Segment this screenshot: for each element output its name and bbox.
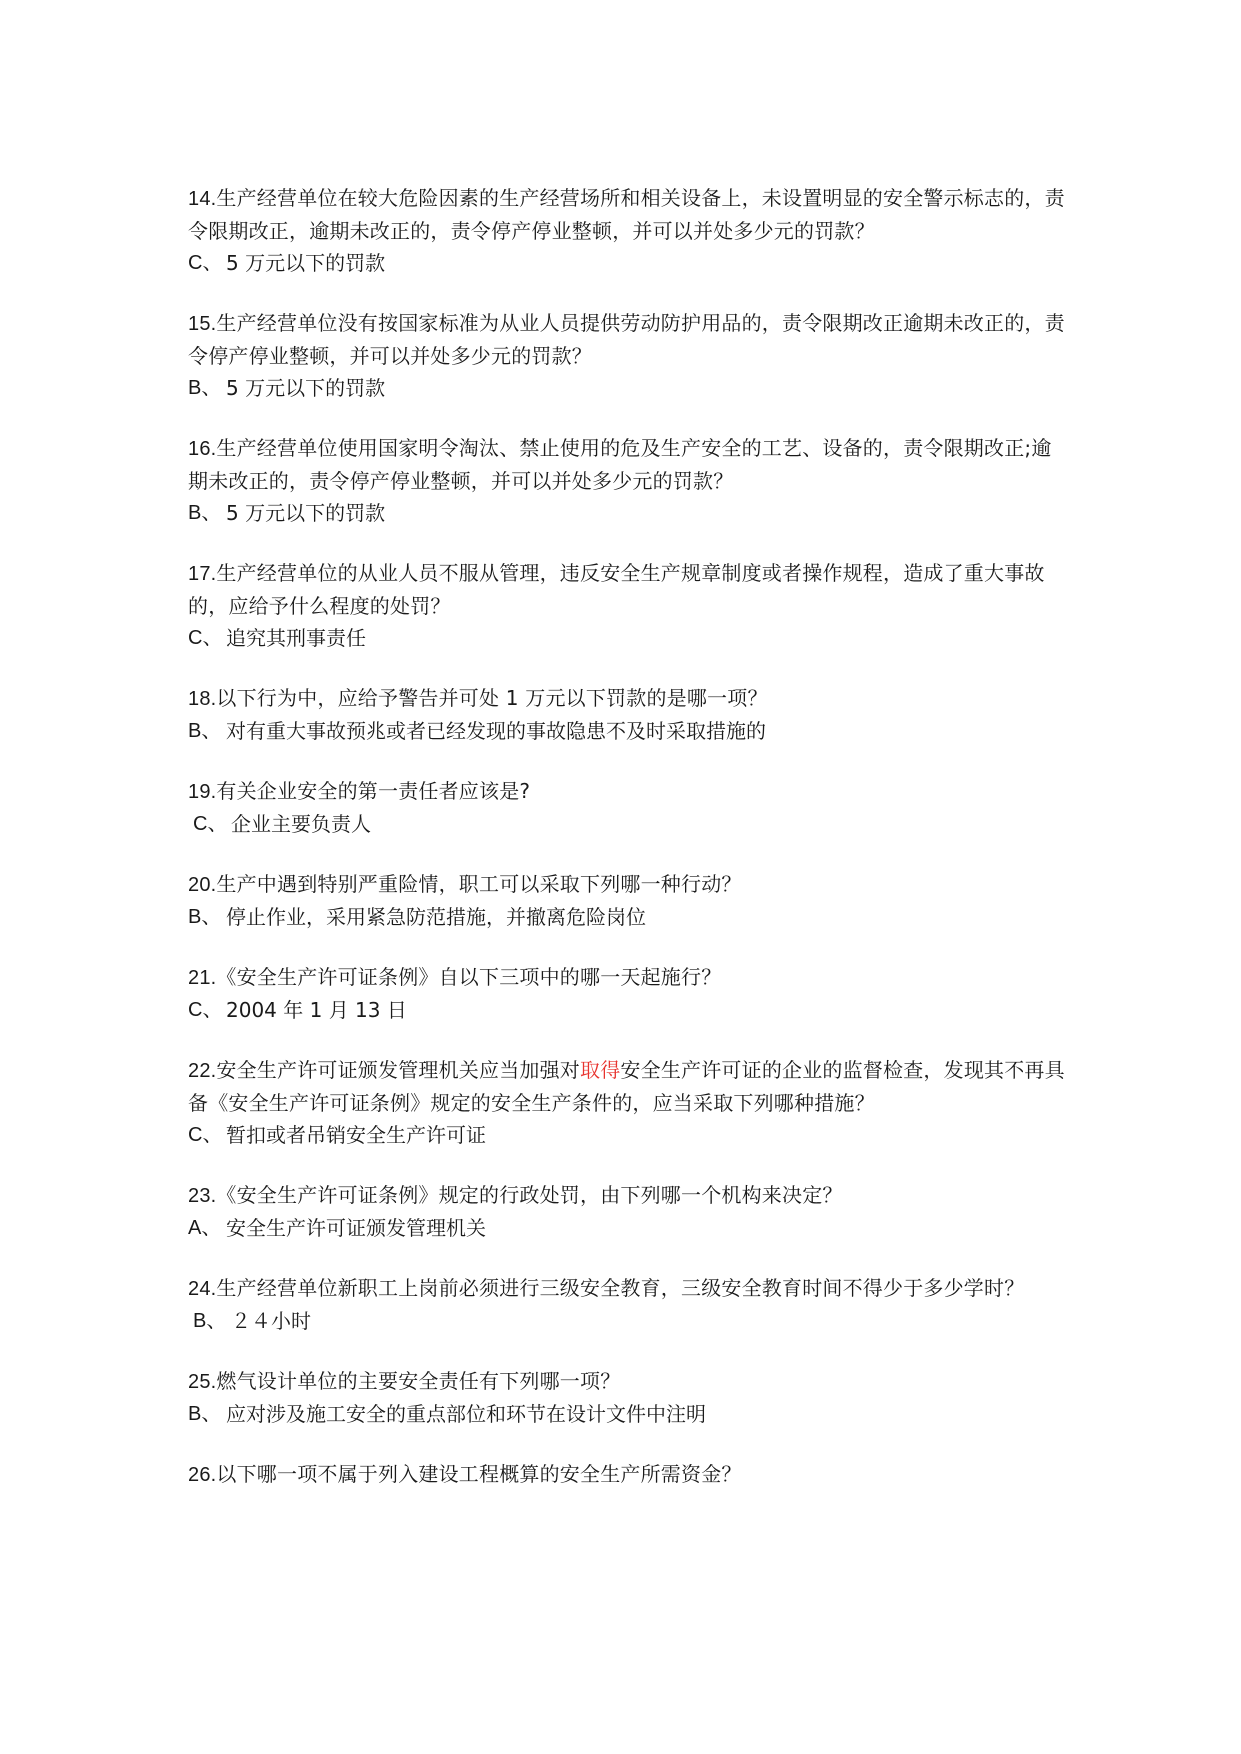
answer (188, 901, 1068, 933)
question-text (188, 432, 1068, 497)
answer-option: B、 (188, 720, 222, 742)
question-text (188, 1365, 1068, 1398)
question-number: 25. (188, 1371, 217, 1393)
answer-text: 应对涉及施工安全的重点部位和环节在设计文件中注明 (226, 1402, 706, 1426)
question-14 (188, 182, 1068, 279)
answer-text: 安全生产许可证颁发管理机关 (226, 1216, 486, 1240)
question-text (188, 1272, 1068, 1305)
question-body: 有关企业安全的第一责任者应该是? (216, 779, 531, 803)
answer-text: 2004 年 1 月 13 日 (226, 998, 407, 1022)
question-list (188, 182, 1068, 1519)
question-text (188, 1179, 1068, 1212)
question-16 (188, 432, 1068, 529)
answer-option: C、 (188, 627, 223, 649)
answer-text: 企业主要负责人 (231, 812, 371, 836)
question-number: 21. (188, 967, 217, 989)
answer-text: 5 万元以下的罚款 (226, 376, 386, 400)
answer (188, 994, 1068, 1026)
question-number: 24. (188, 1278, 217, 1300)
question-body: 《安全生产许可证条例》自以下三项中的哪一天起施行？ (216, 965, 722, 989)
answer-option: A、 (188, 1217, 222, 1239)
question-25 (188, 1365, 1068, 1430)
answer-option: B、 (188, 377, 222, 399)
question-text (188, 868, 1068, 901)
question-text (188, 1458, 1068, 1491)
question-20 (188, 868, 1068, 933)
question-number: 16. (188, 438, 217, 460)
question-body: 生产经营单位新职工上岗前必须进行三级安全教育，三级安全教育时间不得少于多少学时？ (216, 1276, 1025, 1300)
question-body: 以下行为中，应给予警告并可处 1 万元以下罚款的是哪一项？ (216, 686, 768, 710)
answer-text: ２４小时 (231, 1309, 311, 1333)
question-15 (188, 307, 1068, 404)
question-text (188, 682, 1068, 715)
question-21 (188, 961, 1068, 1026)
question-18 (188, 682, 1068, 747)
answer-option: C、 (193, 813, 228, 835)
answer-option: B、 (193, 1310, 227, 1332)
question-text (188, 775, 1068, 808)
answer (188, 1119, 1068, 1151)
question-body: 生产经营单位使用国家明令淘汰、禁止使用的危及生产安全的工艺、设备的，责令限期改正;逾期未改正的，责令停产停业整顿，并可以并处多少元的罚款？ (188, 436, 1052, 493)
answer (188, 1212, 1068, 1244)
answer-option: C、 (188, 999, 223, 1021)
answer-option: B、 (188, 1403, 222, 1425)
question-number: 17. (188, 563, 217, 585)
answer (188, 808, 1068, 840)
answer (188, 497, 1068, 529)
answer-option: B、 (188, 502, 222, 524)
question-body: 以下哪一项不属于列入建设工程概算的安全生产所需资金？ (216, 1462, 742, 1486)
answer (188, 372, 1068, 404)
question-number: 15. (188, 313, 217, 335)
answer-text: 对有重大事故预兆或者已经发现的事故隐患不及时采取措施的 (226, 719, 766, 743)
question-body-start: 安全生产许可证颁发管理机关应当加强对 (216, 1058, 581, 1082)
answer (188, 247, 1068, 279)
question-number: 26. (188, 1464, 217, 1486)
answer-text: 停止作业，采用紧急防范措施，并撤离危险岗位 (226, 905, 646, 929)
question-23 (188, 1179, 1068, 1244)
question-text (188, 307, 1068, 372)
question-number: 19. (188, 781, 217, 803)
answer-text: 暂扣或者吊销安全生产许可证 (226, 1123, 486, 1147)
question-body: 《安全生产许可证条例》规定的行政处罚，由下列哪一个机构来决定？ (216, 1183, 843, 1207)
answer (188, 715, 1068, 747)
answer-option: B、 (188, 906, 222, 928)
question-body: 燃气设计单位的主要安全责任有下列哪一项？ (216, 1369, 621, 1393)
question-number: 20. (188, 874, 217, 896)
question-24 (188, 1272, 1068, 1337)
question-17 (188, 557, 1068, 654)
question-text (188, 182, 1068, 247)
answer (188, 622, 1068, 654)
question-text (188, 961, 1068, 994)
answer-text: 5 万元以下的罚款 (226, 251, 386, 275)
question-22 (188, 1054, 1068, 1151)
question-number: 18. (188, 688, 217, 710)
question-body: 生产经营单位的从业人员不服从管理，违反安全生产规章制度或者操作规程，造成了重大事故的，应给予什么程度的处罚？ (188, 561, 1045, 618)
question-number: 14. (188, 188, 217, 210)
answer-text: 追究其刑事责任 (226, 626, 366, 650)
question-text (188, 557, 1068, 622)
question-body: 生产经营单位在较大危险因素的生产经营场所和相关设备上，未设置明显的安全警示标志的，责令限期改正，逾期未改正的，责令停产停业整顿，并可以并处多少元的罚款？ (188, 186, 1065, 243)
question-body-end: 安全生产许可证的企业的监督检查，发现其不再具备《安全生产许可证条例》规定的安全生产条件的，应当采取下列哪种措施？ (188, 1058, 1065, 1115)
answer-option: C、 (188, 1124, 223, 1146)
highlighted-text: 取得 (580, 1058, 621, 1082)
question-body: 生产中遇到特别严重险情，职工可以采取下列哪一种行动？ (216, 872, 742, 896)
answer-text: 5 万元以下的罚款 (226, 501, 386, 525)
question-number: 23. (188, 1185, 217, 1207)
question-19 (188, 775, 1068, 840)
answer (188, 1305, 1068, 1337)
question-text (188, 1054, 1068, 1119)
question-body: 生产经营单位没有按国家标准为从业人员提供劳动防护用品的，责令限期改正逾期未改正的，责令停产停业整顿，并可以并处多少元的罚款？ (188, 311, 1065, 368)
question-number: 22. (188, 1060, 217, 1082)
answer (188, 1398, 1068, 1430)
question-26 (188, 1458, 1068, 1491)
answer-option: C、 (188, 252, 223, 274)
